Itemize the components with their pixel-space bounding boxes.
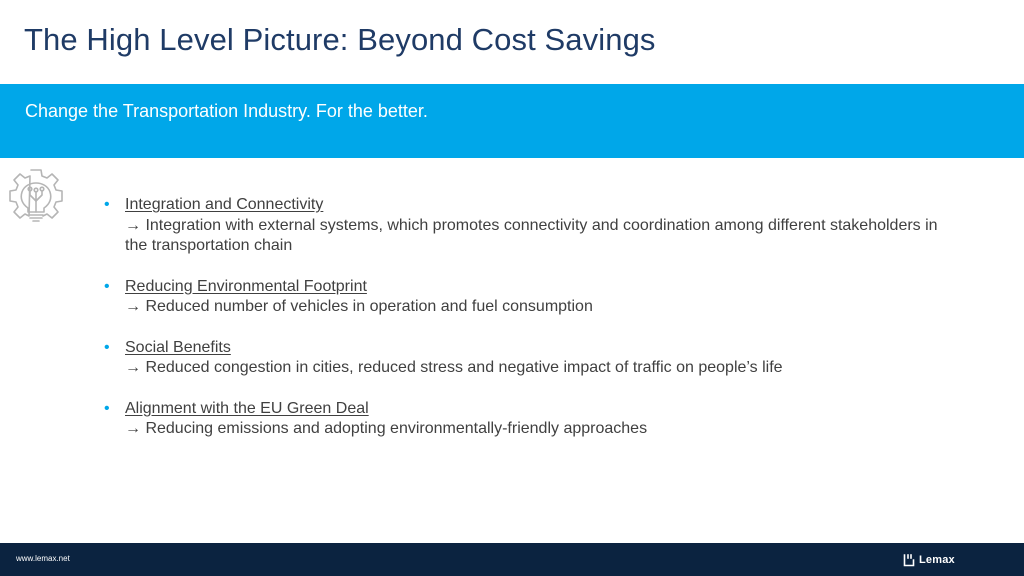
bullet-description: → Reduced congestion in cities, reduced stress and negative impact of traffic on people’s life bbox=[125, 359, 783, 376]
slide-title: The High Level Picture: Beyond Cost Savings bbox=[24, 22, 656, 57]
bullet-title: Reducing Environmental Footprint bbox=[125, 277, 367, 295]
bullet-description: → Reduced number of vehicles in operation and fuel consumption bbox=[125, 298, 593, 315]
footer-bar bbox=[0, 543, 1024, 576]
lightbulb-gear-icon bbox=[7, 166, 65, 226]
bullet-marker: • bbox=[104, 338, 110, 356]
banner-text: Change the Transportation Industry. For the better. bbox=[25, 101, 428, 121]
bullet-title: Social Benefits bbox=[125, 338, 231, 356]
bullet-marker: • bbox=[104, 196, 110, 213]
bullet-marker: • bbox=[104, 399, 110, 417]
bullet-item bbox=[104, 338, 964, 379]
footer-url: www.lemax.net bbox=[16, 554, 70, 563]
footer-brand: Lemax bbox=[919, 554, 955, 566]
bullet-description: → Integration with external systems, which promotes connectivity and coordination among different stakeholders in the transportation chain bbox=[125, 216, 938, 254]
bullet-description: → Reducing emissions and adopting environmentally-friendly approaches bbox=[125, 420, 648, 437]
lemax-logo-icon bbox=[903, 554, 915, 567]
bullet-title: Integration and Connectivity bbox=[125, 196, 324, 213]
bullet-item bbox=[104, 195, 964, 257]
bullet-item bbox=[104, 399, 964, 440]
footer-logo bbox=[903, 553, 955, 567]
subtitle-banner bbox=[0, 84, 1024, 158]
bullet-item bbox=[104, 277, 964, 318]
bullet-marker: • bbox=[104, 277, 110, 295]
bullet-list bbox=[104, 195, 964, 460]
bullet-title: Alignment with the EU Green Deal bbox=[125, 399, 369, 417]
